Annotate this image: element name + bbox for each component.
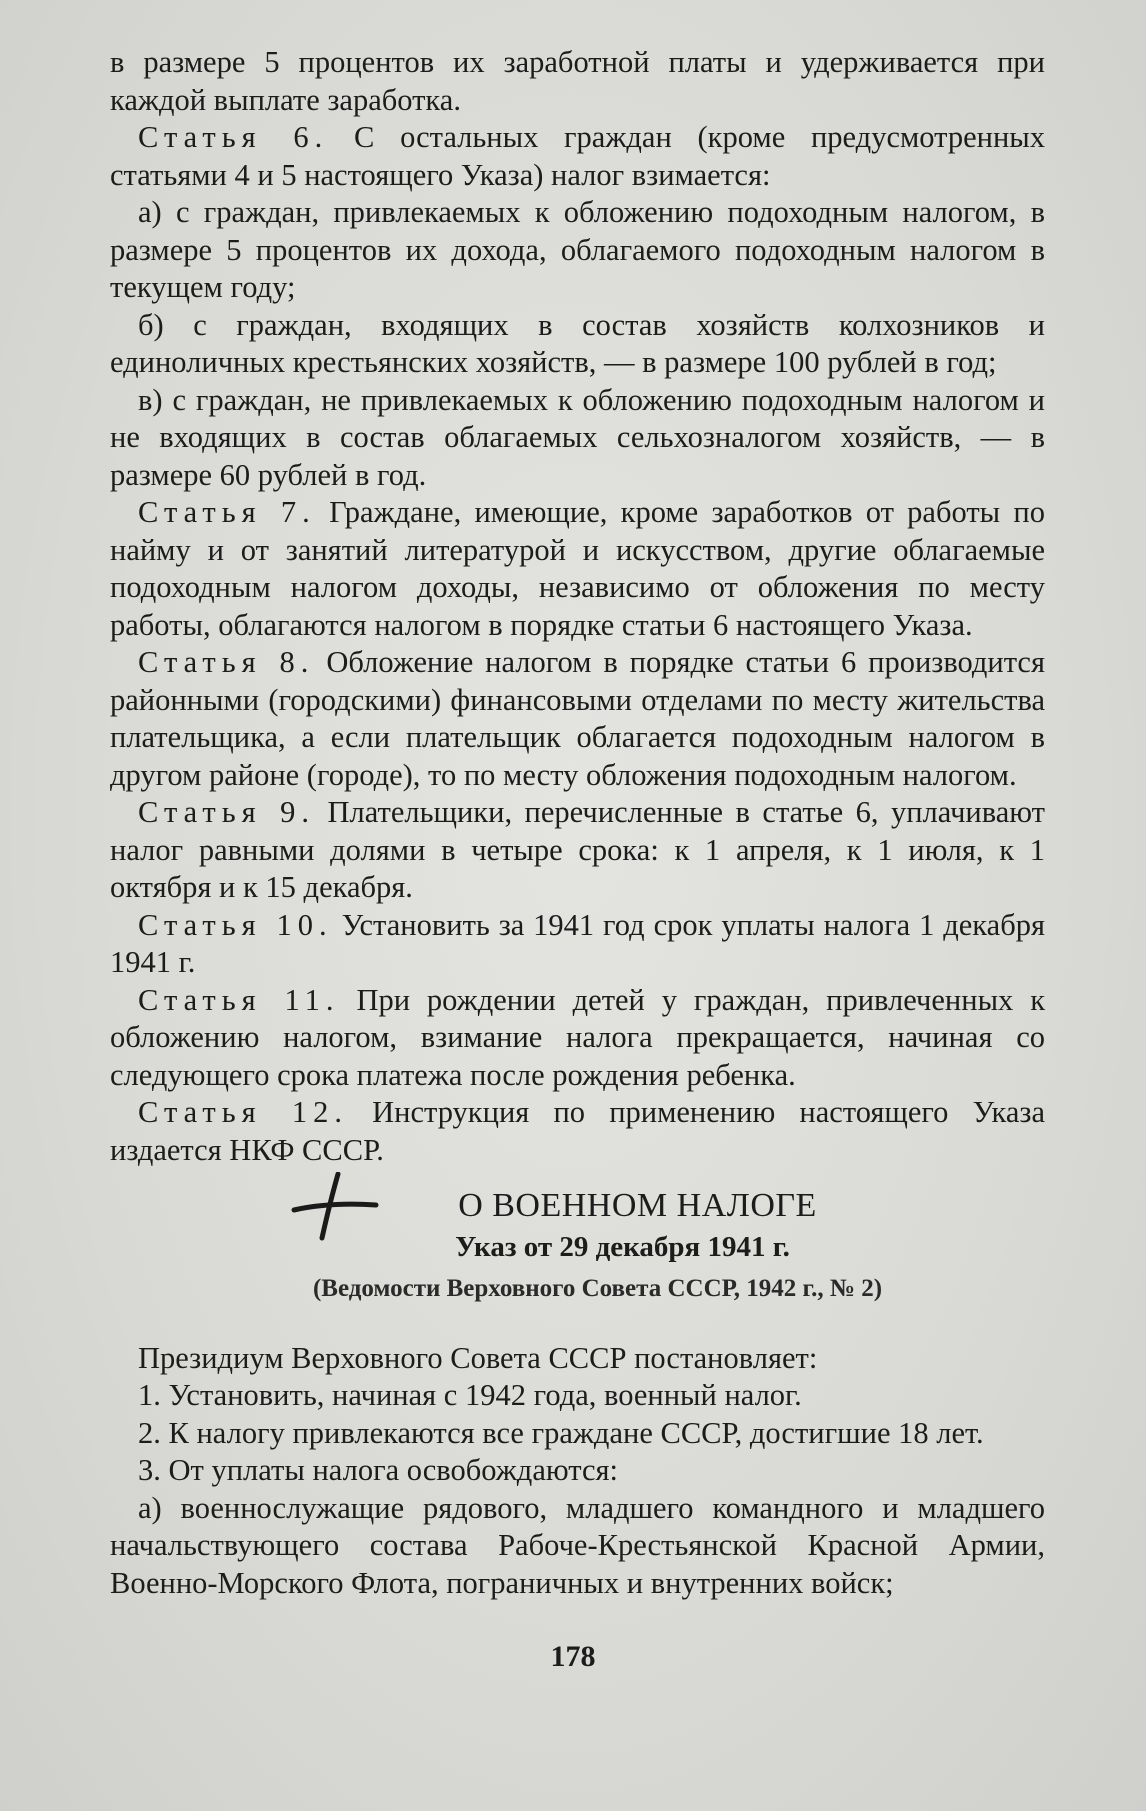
article-text: Граждане, имеющие, кроме заработков от работы по найму и от занятий литературой и искусством, другие облагаемые подоходным налогом доходы, независимо от обложения по месту работы, облагаются налогом в порядке статьи 6 настоящего Указа. xyxy=(110,495,1045,642)
paragraph-continuation: в размере 5 процентов их заработной платы и удерживается при каждой выплате заработка. xyxy=(110,45,1045,117)
clause-2: 2. К налогу привлекаются все граждане СССР, достигшие 18 лет. xyxy=(138,1415,984,1450)
clause-3: 3. От уплаты налога освобождаются: xyxy=(138,1453,618,1487)
article-label: Статья 8. xyxy=(138,645,315,679)
decree-date: Указ от 29 декабря 1941 г. xyxy=(455,1230,790,1263)
clause-3-item-a: а) военнослужащие рядового, младшего командного и младшего начальствующего состава Рабоче-Крестьянской Красной Армии, Военно-Морского Флота, пограничных и внутренних войск; xyxy=(110,1490,1045,1600)
preamble: Президиум Верховного Совета СССР постановляет: xyxy=(138,1340,818,1375)
page-number: 178 xyxy=(550,1640,596,1673)
article-6-item-c: в) с граждан, не привлекаемых к обложению подоходным налогом и не входящих в состав облагаемых сельхозналогом хозяйств, — в размере 60 рублей в год. xyxy=(110,382,1045,492)
article-6 xyxy=(110,119,1045,194)
article-10 xyxy=(110,907,1045,982)
body-text xyxy=(110,44,1045,1602)
article-label: Статья 10. xyxy=(138,907,333,942)
section-heading: О ВОЕННОМ НАЛОГЕ xyxy=(458,1187,817,1224)
article-text: Обложение налогом в порядке статьи 6 производится районными (городскими) финансовыми отделами по месту жительства плательщика, а если плательщик облагается подоходным налогом в другом районе (городе), то по месту обложения подоходным налогом. xyxy=(110,645,1045,792)
handwritten-cross-mark xyxy=(290,1172,380,1242)
article-text: Установить за 1941 год срок уплаты налога 1 декабря 1941 г. xyxy=(110,907,1045,979)
article-label: Статья 9. xyxy=(138,795,316,829)
article-8 xyxy=(110,644,1045,794)
article-11 xyxy=(110,982,1045,1095)
article-label: Статья 7. xyxy=(138,495,316,529)
article-7 xyxy=(110,494,1045,644)
article-label: Статья 12. xyxy=(138,1095,348,1129)
source-citation: (Ведомости Верховного Совета СССР, 1942 г., № 2) xyxy=(312,1275,883,1302)
clause-1: 1. Установить, начиная с 1942 года, военный налог. xyxy=(138,1378,802,1412)
article-text: Инструкция по применению настоящего Указа издается НКФ СССР. xyxy=(110,1095,1045,1167)
article-6-item-b: б) с граждан, входящих в состав хозяйств колхозников и единоличных крестьянских хозяйств, — в размере 100 рублей в год; xyxy=(110,307,1045,379)
article-text: При рождении детей у граждан, привлеченных к обложению налогом, взимание налога прекращается, начиная со следующего срока платежа после рождения ребенка. xyxy=(110,982,1046,1092)
article-label: Статья 6. xyxy=(138,120,329,154)
article-9 xyxy=(110,794,1045,907)
article-text: Плательщики, перечисленные в статье 6, уплачивают налог равными долями в четыре срока: к 1 апреля, к 1 июля, к 1 октября и к 15 декабря. xyxy=(110,795,1046,904)
article-12 xyxy=(110,1094,1045,1169)
article-text: С остальных граждан (кроме предусмотренных статьями 4 и 5 настоящего Указа) налог взимается: xyxy=(110,120,1046,192)
article-label: Статья 11. xyxy=(138,982,340,1017)
article-6-item-a: а) с граждан, привлекаемых к обложению подоходным налогом, в размере 5 процентов их дохода, облагаемого подоходным налогом в текущем году; xyxy=(110,195,1045,304)
